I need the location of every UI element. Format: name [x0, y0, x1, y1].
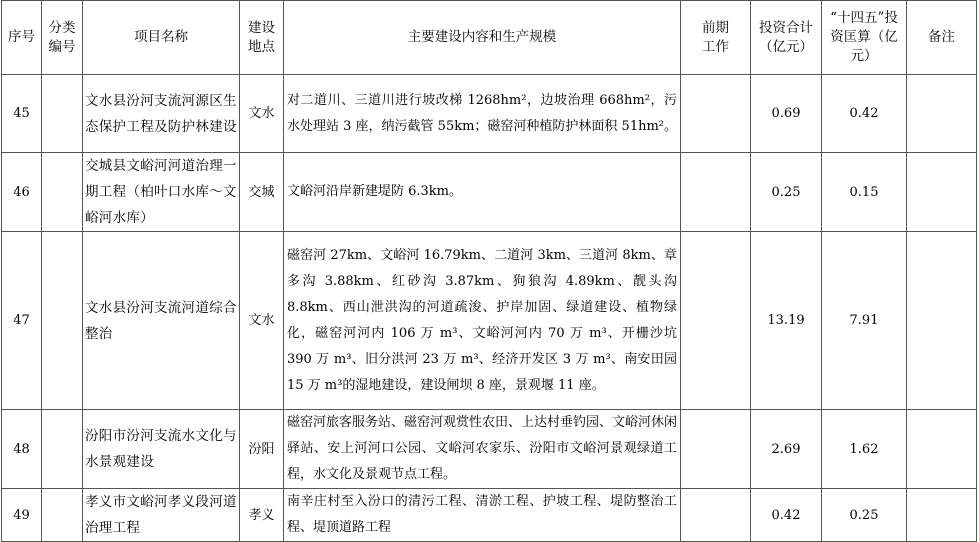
row-project-name: 文水县汾河支流河道综合整治: [83, 232, 240, 410]
row-category: [42, 489, 83, 542]
row-project-name: 文水县汾河支流河源区生态保护工程及防护林建设: [83, 75, 240, 153]
header-plan-budget: “十四五”投资匡算（亿元）: [822, 1, 907, 75]
row-remarks: [907, 232, 977, 410]
row-content: 磁窑河旅客服务站、磁窑河观赏性农田、上达村垂钓园、文峪河休闲驿站、安上河河口公园、文峪河农家乐、汾阳市文峪河景观绿道工程，水文化及景观节点工程。: [284, 410, 681, 489]
row-total-investment: 0.25: [751, 153, 822, 232]
table-row: [2, 489, 977, 542]
row-remarks: [907, 489, 977, 542]
row-category: [42, 75, 83, 153]
row-content: 对二道川、三道川进行坡改梯 1268hm²，边坡治理 668hm²，污水处理站 3 座，纳污截管 55km；磁窑河种植防护林面积 51hm²。: [284, 75, 681, 153]
row-seq: 46: [2, 153, 42, 232]
row-plan-budget: 0.15: [822, 153, 907, 232]
row-content: 磁窑河 27km、文峪河 16.79km、二道河 3km、三道河 8km、章多沟 3.88km、红砂沟 3.87km、狗狼沟 4.89km、靓头沟 8.8km、西山泄洪沟的河道疏浚、护岸加固、绿道建设、植物绿化，磁窑河河内 106 万 m³、文峪河河内 70 万 m³、开栅沙坑 390 万 m³、旧分洪河 23 万 m³、经济开发区 3 万 m³、南安田园 15 万 m³的湿地建设，建设闸坝 8 座，景观堰 11 座。: [284, 232, 681, 410]
row-seq: 48: [2, 410, 42, 489]
row-preliminary: [681, 75, 751, 153]
row-category: [42, 410, 83, 489]
row-plan-budget: 0.25: [822, 489, 907, 542]
header-remarks: 备注: [907, 1, 977, 75]
row-category: [42, 232, 83, 410]
row-total-investment: 0.42: [751, 489, 822, 542]
row-category: [42, 153, 83, 232]
header-location: 建设地点: [240, 1, 284, 75]
row-preliminary: [681, 410, 751, 489]
row-project-name: 孝义市文峪河孝义段河道治理工程: [83, 489, 240, 542]
row-total-investment: 13.19: [751, 232, 822, 410]
row-plan-budget: 1.62: [822, 410, 907, 489]
header-category: 分类编号: [42, 1, 83, 75]
row-location: 汾阳: [240, 410, 284, 489]
row-content: 文峪河沿岸新建堤防 6.3km。: [284, 153, 681, 232]
header-project-name: 项目名称: [83, 1, 240, 75]
row-location: 孝义: [240, 489, 284, 542]
table-row: [2, 410, 977, 489]
row-seq: 47: [2, 232, 42, 410]
header-row: [2, 1, 977, 75]
header-preliminary: 前期工作: [681, 1, 751, 75]
row-remarks: [907, 410, 977, 489]
project-table: [1, 0, 977, 542]
row-seq: 45: [2, 75, 42, 153]
row-plan-budget: 7.91: [822, 232, 907, 410]
row-remarks: [907, 75, 977, 153]
row-seq: 49: [2, 489, 42, 542]
table-row: [2, 232, 977, 410]
header-total-investment: 投资合计（亿元）: [751, 1, 822, 75]
row-preliminary: [681, 153, 751, 232]
row-project-name: 汾阳市汾河支流水文化与水景观建设: [83, 410, 240, 489]
table-row: [2, 153, 977, 232]
header-seq: 序号: [2, 1, 42, 75]
header-main-content: 主要建设内容和生产规模: [284, 1, 681, 75]
row-total-investment: 2.69: [751, 410, 822, 489]
table-row: [2, 75, 977, 153]
row-content: 南辛庄村至入汾口的清污工程、清淤工程、护坡工程、堤防整治工程、堤顶道路工程: [284, 489, 681, 542]
row-preliminary: [681, 232, 751, 410]
row-remarks: [907, 153, 977, 232]
row-location: 文水: [240, 75, 284, 153]
row-plan-budget: 0.42: [822, 75, 907, 153]
row-location: 交城: [240, 153, 284, 232]
row-location: 文水: [240, 232, 284, 410]
row-total-investment: 0.69: [751, 75, 822, 153]
row-project-name: 交城县文峪河河道治理一期工程（柏叶口水库～文峪河水库）: [83, 153, 240, 232]
row-preliminary: [681, 489, 751, 542]
